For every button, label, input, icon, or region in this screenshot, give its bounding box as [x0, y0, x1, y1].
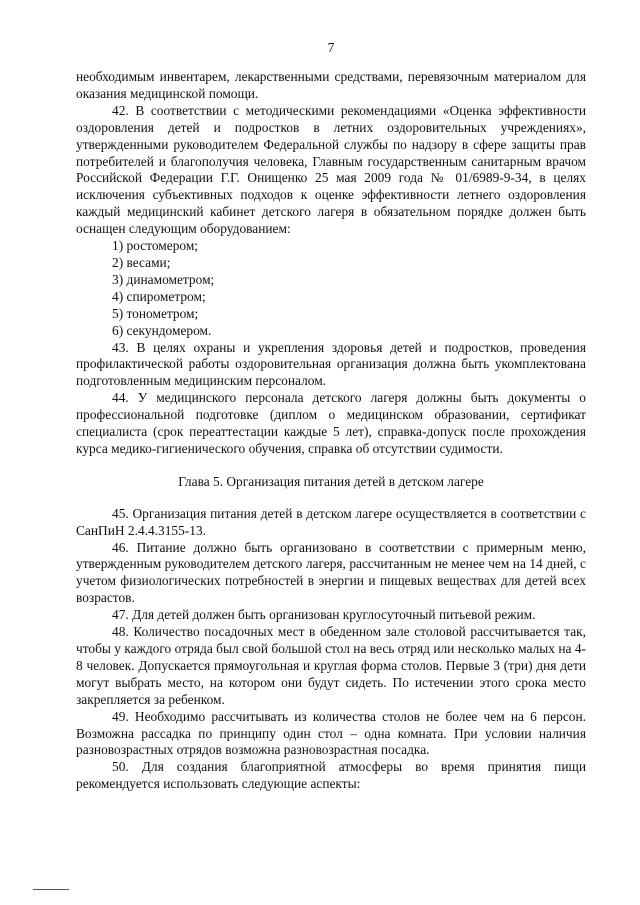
list-item: 5) тонометром; — [112, 305, 199, 321]
page-number: 7 — [327, 40, 335, 55]
paragraph-48: 48. Количество посадочных мест в обеденном зале столовой рассчитывается так, чтобы у каждого отряда был свой большой стол на весь отряд или несколько малых на 4-8 человек. Допускается прямоугольная и круглая форма столов. Первые 3 (три) дня дети могут выбрать место, на котором они будут сидеть. По истечении этого срока место закрепляется за ребенком. — [76, 624, 586, 707]
paragraph-44: 44. У медицинского персонала детского лагеря должны быть документы о профессиональной подготовке (диплом о медицинском образовании, сертификат специалиста (срок переаттестации каждые 5 лет), справка-допуск после прохождения курса медико-гигиенического обучения, справка об отсутствии судимости. — [76, 390, 586, 456]
list-item: 4) спирометром; — [112, 288, 206, 304]
list-item: 2) весами; — [112, 254, 171, 270]
paragraph-45: 45. Организация питания детей в детском лагере осуществляется в соответствии с СанПиН 2.4.4.3155-13. — [76, 505, 586, 538]
footer-rule — [33, 889, 69, 890]
equipment-list — [76, 238, 586, 339]
paragraph-47: 47. Для детей должен быть организован круглосуточный питьевой режим. — [112, 607, 536, 623]
list-item: 1) ростомером; — [112, 238, 199, 254]
paragraph-41-continuation: необходимым инвентарем, лекарственными средствами, перевязочным материалом для оказания медицинской помощи. — [76, 69, 586, 101]
paragraph-50: 50. Для создания благоприятной атмосферы во время принятия пищи рекомендуется использовать следующие аспекты: — [76, 759, 586, 792]
chapter-title: Глава 5. Организация питания детей в детском лагере — [178, 473, 484, 489]
paragraph-43: 43. В целях охраны и укрепления здоровья детей и подростков, проведения профилактической работы оздоровительная организация должна быть укомплектована подготовленным медицинским персоналом. — [76, 339, 586, 389]
paragraph-42: 42. В соответствии с методическими рекомендациями «Оценка эффективности оздоровления детей и подростков в летних оздоровительных учреждениях», утвержденными руководителем Федеральной службы по надзору в сфере защиты прав потребителей и благополучия человека, Главным государственным санитарным врачом Российской Федерации Г.Г. Онищенко 25 мая 2009 года № 01/6989-9-34, в целях исключения субъективных подходов к оценке эффективности летнего оздоровления каждый медицинский кабинет детского лагеря в обязательном порядке должен быть оснащен следующим оборудованием: — [76, 102, 586, 237]
list-item: 6) секундомером. — [112, 322, 212, 338]
document-body — [76, 69, 586, 793]
paragraph-49: 49. Необходимо рассчитывать из количества столов не более чем на 6 персон. Возможна рассадка по принципу один стол – одна комната. При условии наличия разновозрастных отрядов возможна разновозрастная посадка. — [76, 708, 586, 758]
paragraph-46: 46. Питание должно быть организовано в соответствии с примерным меню, утвержденным руководителем детского лагеря, рассчитанным не менее чем на 14 дней, с учетом физиологических потребностей в энергии и пищевых веществах для детей всех возрастов. — [76, 539, 586, 606]
list-item: 3) динамометром; — [112, 271, 215, 287]
